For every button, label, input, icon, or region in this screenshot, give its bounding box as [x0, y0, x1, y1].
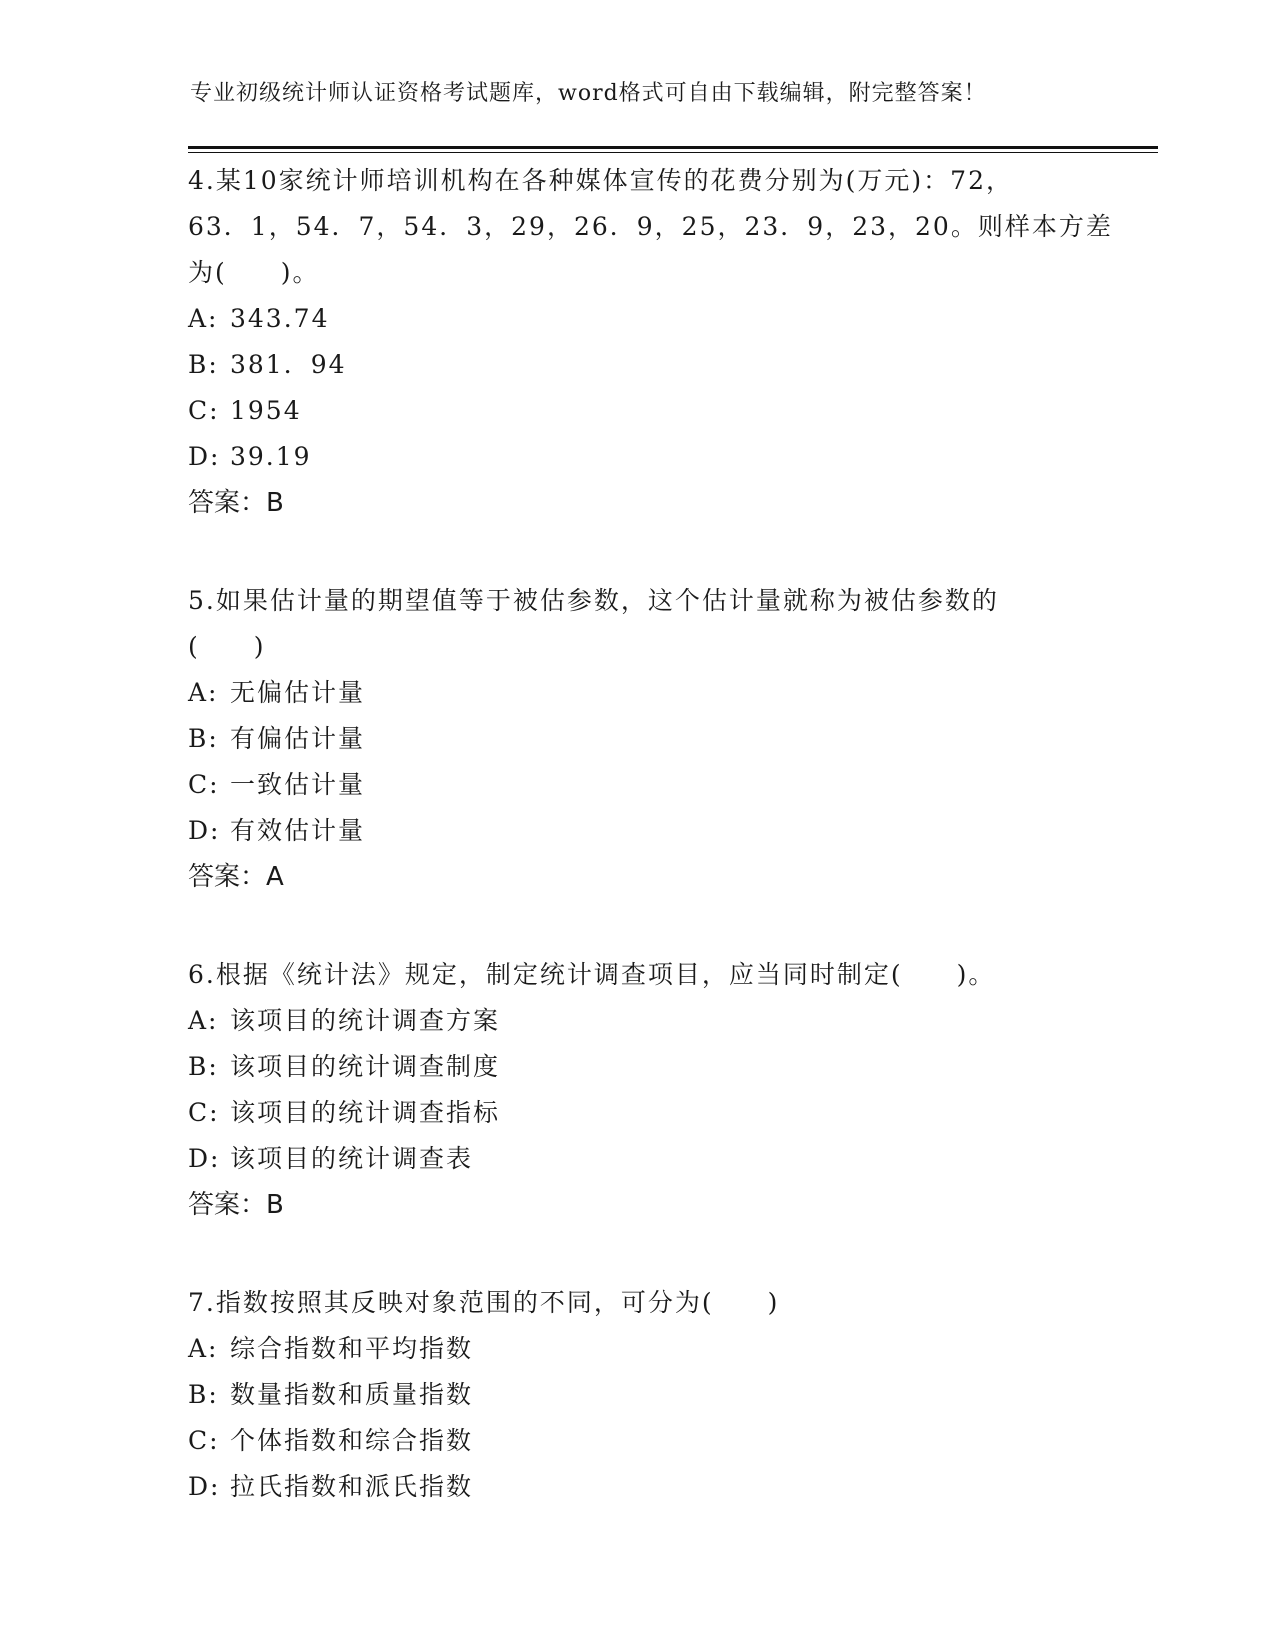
answer-option: [188, 716, 1088, 762]
question-stem-line: 6.根据《统计法》规定，制定统计调查项目，应当同时制定( )。: [188, 960, 996, 989]
option-key: A:: [188, 678, 219, 707]
answer-option: [188, 1418, 1088, 1464]
question-list: [188, 158, 1113, 1562]
option-key: A:: [188, 1006, 219, 1035]
question-block: [188, 952, 1088, 1228]
question-stem-line: 63．1，54．7，54．3，29，26．9，25，23．9，23，20。则样本方差: [188, 212, 1113, 241]
option-key: C:: [188, 1426, 220, 1455]
option-key: D:: [188, 442, 221, 471]
option-text: 该项目的统计调查方案: [230, 1006, 501, 1035]
answer-option: [188, 342, 1088, 388]
option-key: C:: [188, 396, 220, 425]
option-text: 381．94: [230, 350, 347, 379]
answer-option: [188, 670, 1088, 716]
option-text: 拉氏指数和派氏指数: [230, 1472, 474, 1501]
option-key: C:: [188, 1098, 220, 1127]
option-text: 综合指数和平均指数: [230, 1334, 474, 1363]
option-key: B:: [188, 724, 219, 753]
option-text: 有效估计量: [230, 816, 366, 845]
option-text: 1954: [230, 396, 302, 425]
answer-option: [188, 1464, 1088, 1510]
option-key: D:: [188, 816, 221, 845]
question-stem-line: 5.如果估计量的期望值等于被估参数，这个估计量就称为被估参数的: [188, 586, 999, 615]
option-text: 343.74: [230, 304, 330, 333]
question-stem-line: 4.某10家统计师培训机构在各种媒体宣传的花费分别为(万元)：72，: [188, 166, 1013, 195]
answer-option: [188, 1326, 1088, 1372]
question-stem-line: ( ): [188, 632, 266, 661]
option-text: 个体指数和综合指数: [230, 1426, 474, 1455]
option-text: 有偏估计量: [230, 724, 366, 753]
option-text: 39.19: [230, 442, 312, 471]
option-key: B:: [188, 1380, 219, 1409]
option-key: D:: [188, 1144, 221, 1173]
answer-key: 答案：A: [188, 862, 284, 892]
option-key: B:: [188, 350, 219, 379]
answer-option: [188, 762, 1088, 808]
answer-key: 答案：B: [188, 1190, 284, 1220]
page-header: 专业初级统计师认证资格考试题库，word格式可自由下载编辑，附完整答案！: [190, 81, 987, 106]
option-text: 该项目的统计调查指标: [230, 1098, 501, 1127]
question-block: [188, 1280, 1088, 1510]
answer-option: [188, 998, 1088, 1044]
answer-option: [188, 1136, 1088, 1182]
answer-option: [188, 434, 1088, 480]
option-text: 该项目的统计调查表: [230, 1144, 474, 1173]
answer-key: 答案：B: [188, 488, 284, 518]
header-divider-thin: [188, 152, 1158, 153]
header-divider: [188, 146, 1158, 149]
answer-option: [188, 808, 1088, 854]
answer-option: [188, 1372, 1088, 1418]
option-text: 数量指数和质量指数: [230, 1380, 474, 1409]
question-block: [188, 578, 1088, 900]
option-text: 一致估计量: [230, 770, 366, 799]
question-stem-line: 为( )。: [188, 258, 320, 287]
option-key: A:: [188, 1334, 219, 1363]
option-key: D:: [188, 1472, 221, 1501]
answer-option: [188, 1044, 1088, 1090]
option-key: C:: [188, 770, 220, 799]
option-text: 该项目的统计调查制度: [230, 1052, 501, 1081]
answer-option: [188, 296, 1088, 342]
option-key: A:: [188, 304, 219, 333]
option-key: B:: [188, 1052, 219, 1081]
option-text: 无偏估计量: [230, 678, 366, 707]
answer-option: [188, 1090, 1088, 1136]
answer-option: [188, 388, 1088, 434]
question-block: [188, 158, 1113, 526]
question-stem-line: 7.指数按照其反映对象范围的不同，可分为( ): [188, 1288, 780, 1317]
